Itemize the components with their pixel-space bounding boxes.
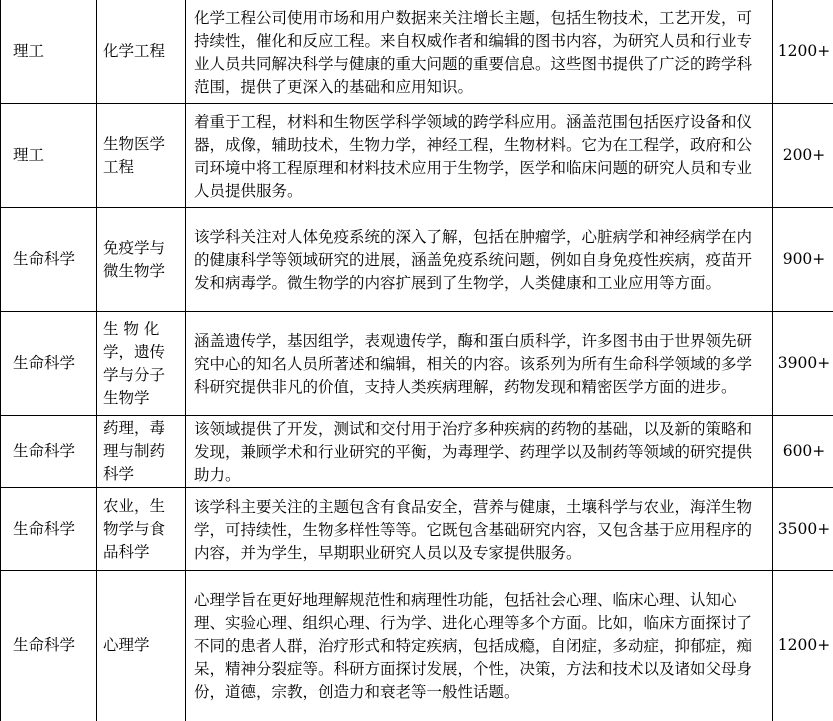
subject-cell (97, 488, 186, 571)
count-cell: 1200+ (773, 571, 833, 721)
description-cell: 化学工程公司使用市场和用户数据来关注增长主题，包括生物技术，工艺开发，可持续性，催化和反应工程。来自权威作者和编辑的图书内容，为研究人员和行业专业人员共同解决科学与健康的重大问题的重要信息。这些图书提供了广泛的跨学科范围，提供了更深入的基础和应用知识。 (186, 0, 773, 104)
count-cell: 900+ (773, 208, 833, 312)
subject-line: 生 物 化 (103, 318, 177, 341)
field-cell: 生命科学 (1, 488, 97, 571)
table-row (1, 416, 833, 488)
description-cell: 涵盖遗传学，基因组学，表观遗传学，酶和蛋白质科学，许多图书由于世界领先研究中心的知名人员所著述和编辑，相关的内容。该系列为所有生命科学领域的多学科研究提供非凡的价值，支持人类疾病理解，药物发现和精密医学方面的进步。 (186, 312, 773, 416)
description-cell: 该学科关注对人体免疫系统的深入了解，包括在肿瘤学，心脏病学和神经病学在内的健康科学等领域研究的进展，涵盖免疫系统问题，例如自身免疫性疾病，疫苗开发和病毒学。微生物学的内容扩展到了生物学，人类健康和工业应用等方面。 (186, 208, 773, 312)
subject-cell (97, 0, 186, 104)
subject-line: 品科学 (103, 541, 177, 564)
description-cell: 着重于工程，材料和生物医学科学领域的跨学科应用。涵盖范围包括医疗设备和仪器，成像，辅助技术，生物力学，神经工程，生物材料。它为在工程学，政府和公司环境中将工程原理和材料技术应用于生物学，医学和临床问题的研究人员和专业人员提供服务。 (186, 104, 773, 208)
subject-line: 理与制药 (103, 440, 177, 463)
description-cell: 该领域提供了开发，测试和交付用于治疗多种疾病的药物的基础，以及新的策略和发现，兼顾学术和行业研究的平衡，为毒理学、药理学以及制药等领域的研究提供助力。 (186, 416, 773, 488)
subject-line: 心理学 (103, 634, 177, 657)
subject-line: 生物医学 (103, 133, 177, 156)
table-body (1, 0, 833, 721)
subject-line: 工程 (103, 156, 177, 179)
subject-line: 物学与食 (103, 518, 177, 541)
field-cell: 生命科学 (1, 571, 97, 721)
subject-line: 生物学 (103, 387, 177, 410)
table-row (1, 571, 833, 721)
count-cell: 3900+ (773, 312, 833, 416)
subject-cell (97, 208, 186, 312)
subject-line: 药理，毒 (103, 417, 177, 440)
subject-line: 学与分子 (103, 364, 177, 387)
table-row (1, 488, 833, 571)
description-cell: 该学科主要关注的主题包含有食品安全，营养与健康，土壤科学与农业，海洋生物学，可持续性，生物多样性等等。它既包含基础研究内容，又包含基于应用程序的内容，并为学生，早期职业研究人员以及专家提供服务。 (186, 488, 773, 571)
subject-line: 科学 (103, 463, 177, 486)
subject-line: 化学工程 (103, 40, 177, 63)
field-cell: 理工 (1, 0, 97, 104)
subject-line: 农业，生 (103, 495, 177, 518)
field-cell: 生命科学 (1, 312, 97, 416)
subject-line: 学，遗传 (103, 341, 177, 364)
table-row (1, 104, 833, 208)
count-cell: 200+ (773, 104, 833, 208)
subject-line: 免疫学与 (103, 237, 177, 260)
count-cell: 3500+ (773, 488, 833, 571)
count-cell: 600+ (773, 416, 833, 488)
subject-cell (97, 416, 186, 488)
table-row (1, 0, 833, 104)
subject-cell (97, 571, 186, 721)
table-row (1, 312, 833, 416)
field-cell: 生命科学 (1, 208, 97, 312)
subject-cell (97, 104, 186, 208)
description-cell: 心理学旨在更好地理解规范性和病理性功能，包括社会心理、临床心理、认知心理、实验心理、组织心理、行为学、进化心理等多个方面。比如，临床方面探讨了不同的患者人群，治疗形式和特定疾病，包括成瘾，自闭症，多动症，抑郁症，痴呆，精神分裂症等。科研方面探讨发展，个性，决策，方法和技术以及诸如父母身份，道德，宗教，创造力和衰老等一般性话题。 (186, 571, 773, 721)
field-cell: 生命科学 (1, 416, 97, 488)
subject-line: 微生物学 (103, 260, 177, 283)
count-cell: 1200+ (773, 0, 833, 104)
subject-cell (97, 312, 186, 416)
table-row (1, 208, 833, 312)
field-cell: 理工 (1, 104, 97, 208)
